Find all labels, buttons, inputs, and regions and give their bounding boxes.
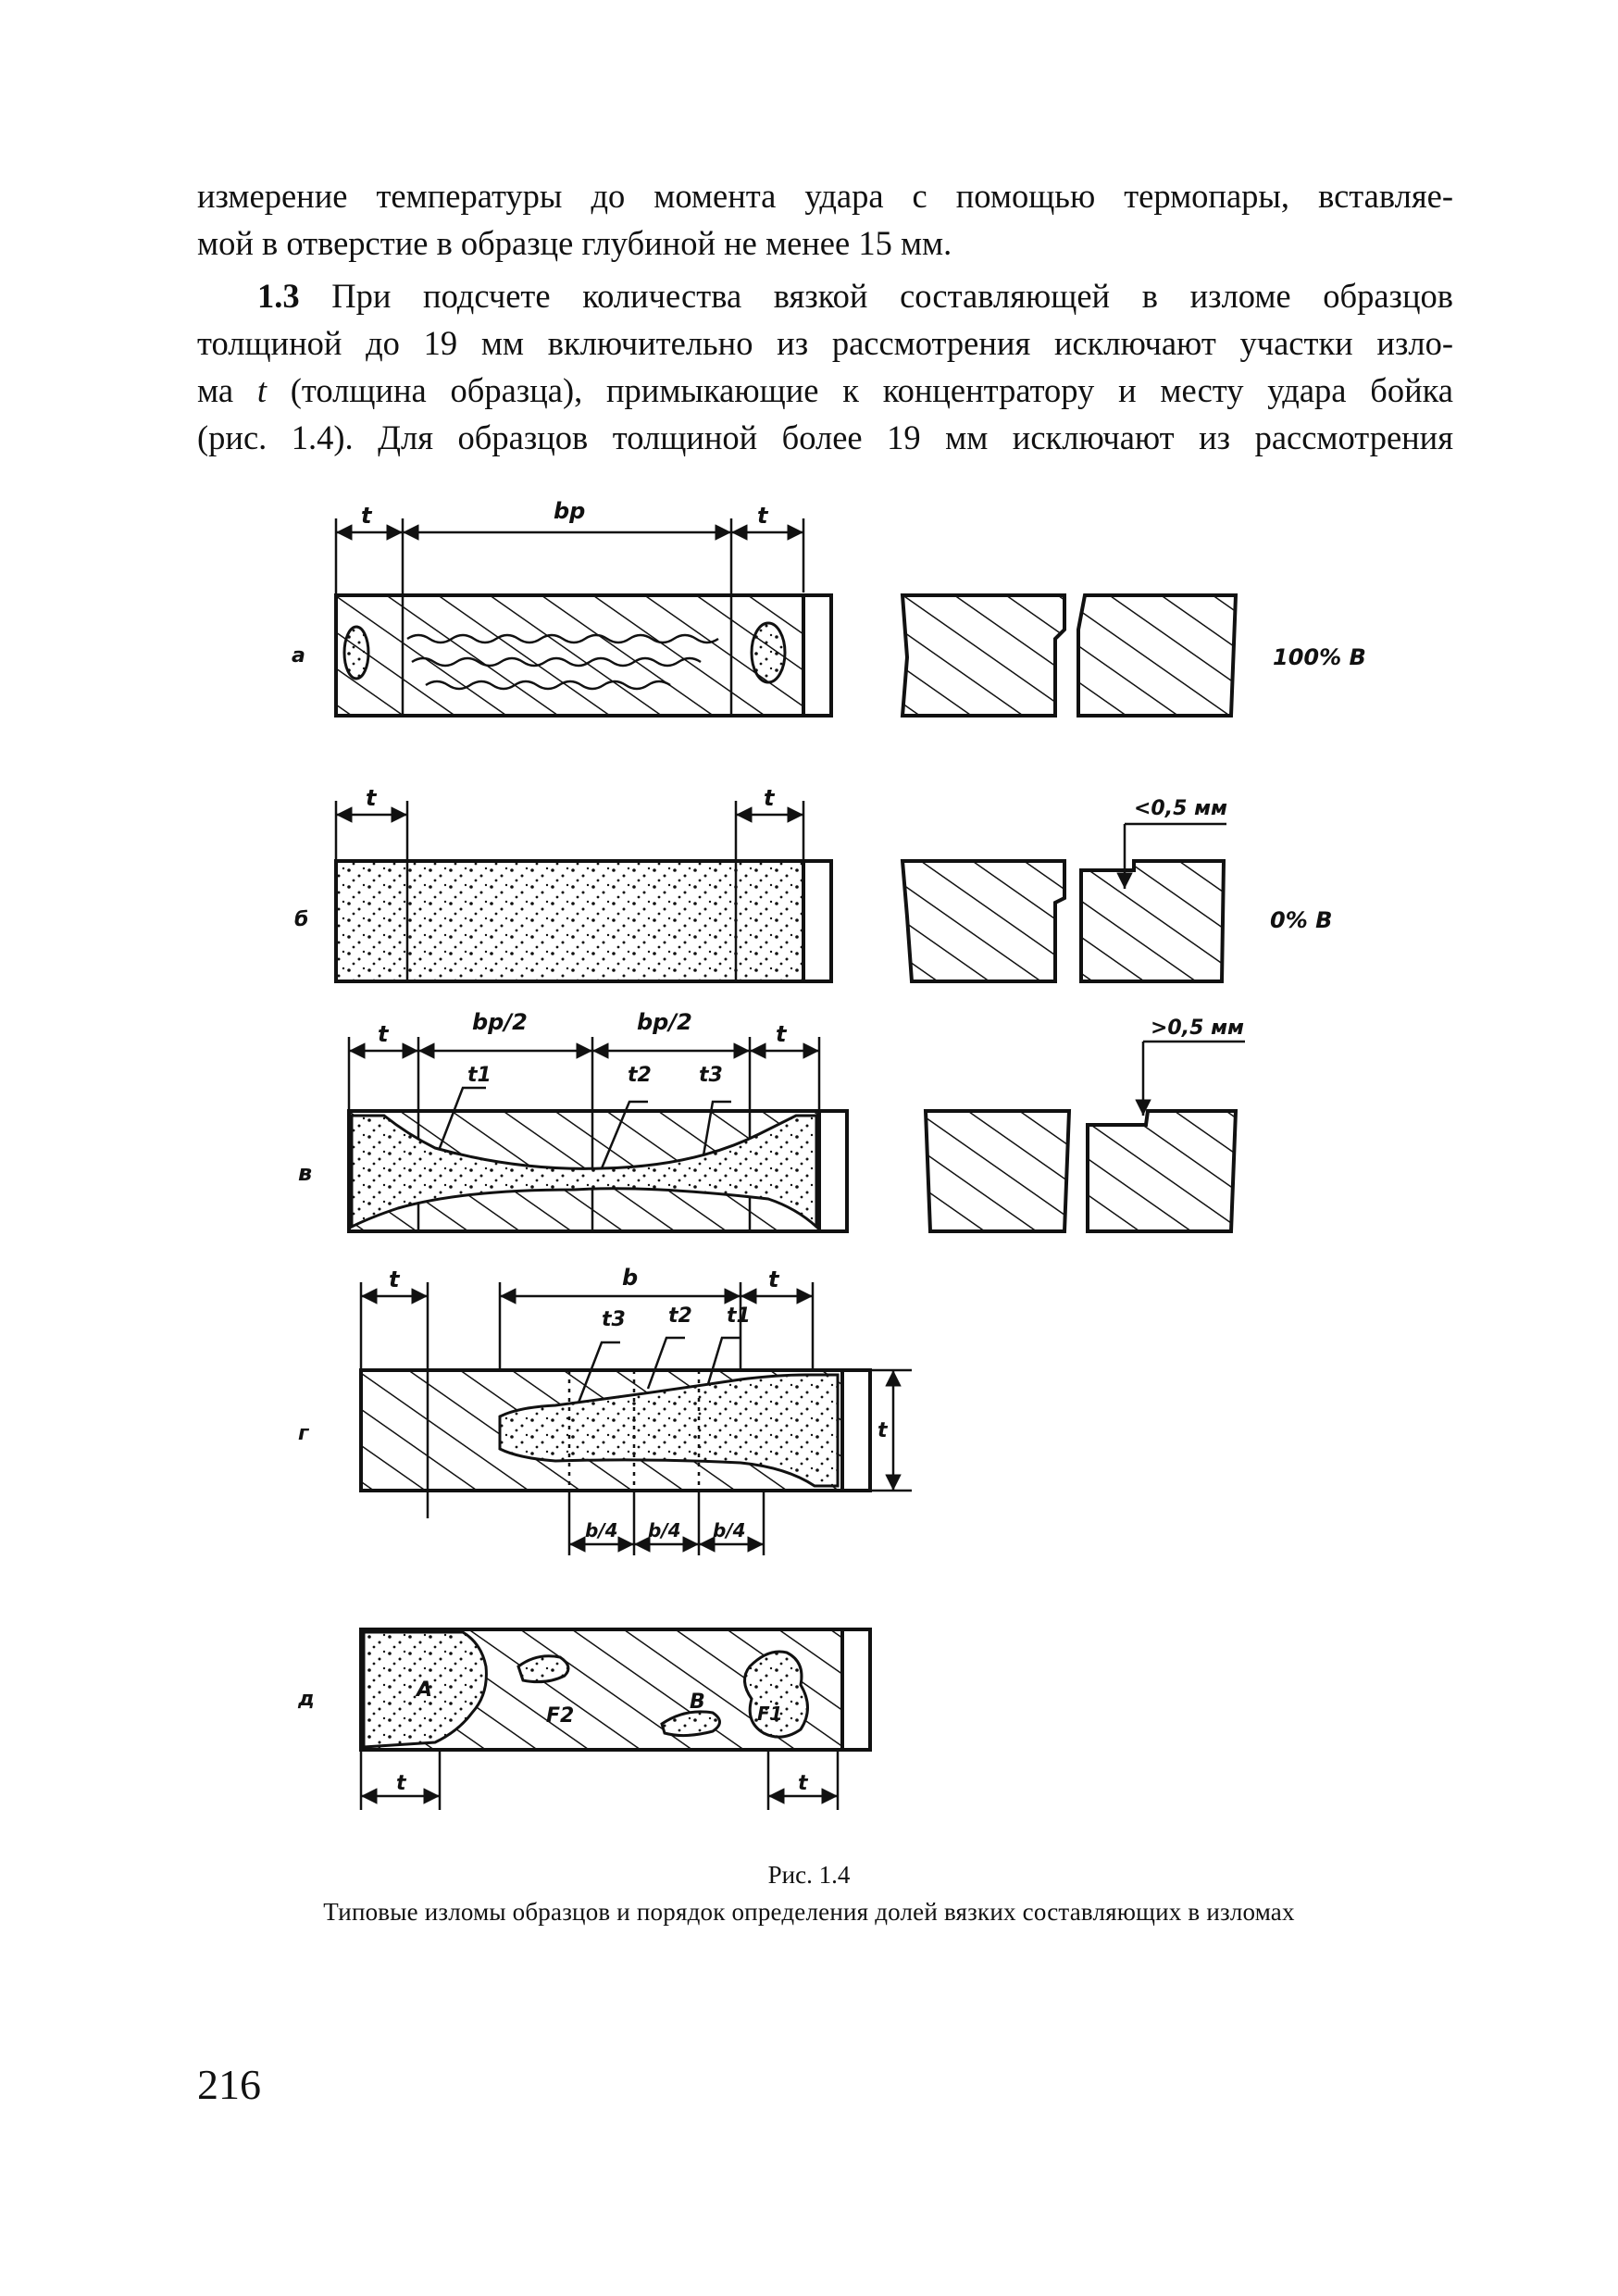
row-b-percent: 0% В xyxy=(1270,907,1333,933)
row-v-letter: в xyxy=(298,1160,313,1186)
row-g-b4-3: b/4 xyxy=(713,1519,746,1541)
row-b-dim-t-right: t xyxy=(764,785,775,811)
row-d-area-f1: F1 xyxy=(757,1703,783,1725)
row-v-dim-b-half-1: bр/2 xyxy=(472,1009,528,1035)
row-v-t2: t2 xyxy=(628,1064,652,1087)
row-d xyxy=(297,1629,870,1810)
row-g-dim-t-right: t xyxy=(768,1267,779,1292)
row-v-dim-t-right: t xyxy=(776,1021,787,1047)
row-b-dim-t-left: t xyxy=(366,785,377,811)
row-g-t1: t1 xyxy=(727,1304,751,1328)
row-v-t3: t3 xyxy=(699,1064,723,1087)
row-g-dim-height: t xyxy=(877,1419,888,1442)
row-a-dim-t-right: t xyxy=(757,503,768,529)
row-g-dim-t-left: t xyxy=(389,1267,400,1292)
figure-caption-title: Рис. 1.4 xyxy=(767,1861,851,1889)
row-g-t2: t2 xyxy=(668,1304,692,1328)
row-d-letter: д xyxy=(298,1688,315,1711)
row-v-notch-note: >0,5 мм xyxy=(1151,1017,1245,1040)
paragraph-1-line-2: мой в отверстие в образце глубиной не менее 15 мм. xyxy=(197,224,952,262)
paragraph-2-line-2: толщиной до 19 мм включительно из рассмотрения исключают участки изло- xyxy=(197,324,1453,362)
row-g-letter: г xyxy=(298,1422,309,1445)
row-g xyxy=(298,1265,912,1555)
row-b-notch-note: <0,5 мм xyxy=(1134,797,1228,820)
row-d-dim-t-right: t xyxy=(798,1772,808,1795)
row-b xyxy=(294,785,1332,981)
row-v-t1: t1 xyxy=(467,1064,492,1087)
row-d-area-b: В xyxy=(690,1691,705,1714)
row-v-dim-t-left: t xyxy=(378,1021,389,1047)
paragraph-2-line-3-rest: (толщина образца), примыкающие к концентратору и месту удара бойка xyxy=(267,371,1453,409)
row-a xyxy=(292,498,1366,716)
row-g-t3: t3 xyxy=(602,1308,626,1331)
row-v-dim-b-half-2: bр/2 xyxy=(637,1009,692,1035)
row-b-specimen xyxy=(336,861,803,981)
paragraph-1-line-1: измерение температуры до момента удара с помощью термопары, вставляе- xyxy=(197,177,1453,215)
row-b-letter: б xyxy=(294,908,309,931)
paragraph-2-line-1-text: При подсчете количества вязкой составляющей в изломе образцов xyxy=(299,277,1453,315)
row-g-b4-2: b/4 xyxy=(648,1519,681,1541)
figure-caption-text: Типовые изломы образцов и порядок определения долей вязких составляющих в изломах xyxy=(323,1898,1295,1926)
row-a-percent: 100% В xyxy=(1273,644,1366,670)
row-a-specimen xyxy=(336,595,803,716)
row-a-dim-t-left: t xyxy=(361,503,372,529)
symbol-t: t xyxy=(256,371,267,409)
row-d-area-f2: F2 xyxy=(546,1704,575,1728)
row-v xyxy=(298,1009,1245,1231)
row-g-b4-1: b/4 xyxy=(585,1519,618,1541)
row-g-dim-b: b xyxy=(622,1265,639,1291)
paragraph-2-line-4: (рис. 1.4). Для образцов толщиной более 19 мм исключают из рассмотрения xyxy=(197,418,1453,456)
row-a-dim-b: bр xyxy=(554,498,586,524)
row-a-letter: а xyxy=(292,644,305,668)
section-number: 1.3 xyxy=(257,277,300,315)
paragraph-2-line-3-start: ма xyxy=(197,371,257,409)
page-number: 216 xyxy=(197,2061,261,2108)
row-d-area-a: А xyxy=(417,1678,433,1702)
row-d-dim-t-left: t xyxy=(396,1772,406,1795)
